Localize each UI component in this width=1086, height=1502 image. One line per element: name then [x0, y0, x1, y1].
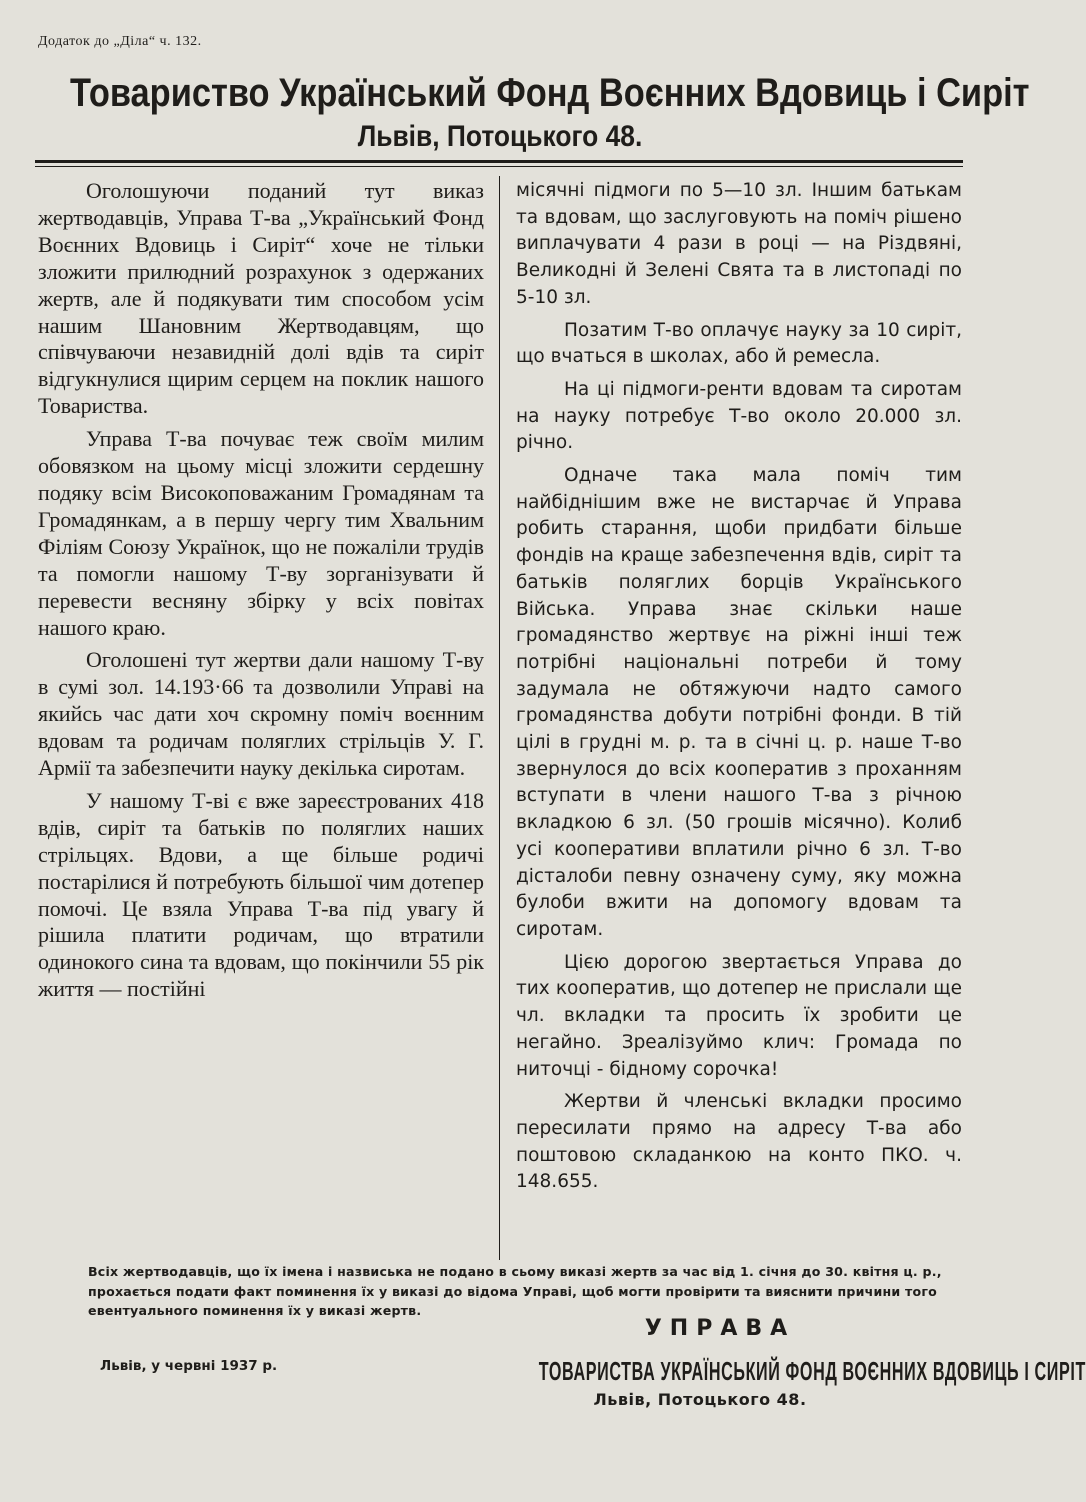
- signature-organization: ТОВАРИСТВА УКРАЇНСЬКИЙ ФОНД ВОЄННИХ ВДОВИЦЬ І СИРІТ: [538, 1356, 1086, 1386]
- paragraph: Оголошуючи поданий тут виказ жертводавців, Управа Т-ва „Український Фонд Воєнних Вдовиць і Сиріт“ хоче не тільки зложити прилюдний розрахунок з одержаних жертв, але й подякувати тим способом усім нашим Шановним Жертводавцям, що співчуваючи незавидній долі вдів та сиріт відгукнулися щирим серцем на поклик нашого Товариства.: [38, 178, 484, 419]
- supplement-line: Додаток до „Діла“ ч. 132.: [38, 34, 202, 49]
- paragraph: Позатим Т-во оплачує науку за 10 сиріт, що вчаться в школах, або й ремесла.: [516, 319, 962, 368]
- paragraph: У нашому Т-ві є вже зареєстрованих 418 вдів, сиріт та батьків по поляглих наших стрільцях. Вдови, а ще більше родичі постарілися й потребують більшої чим дотепер помочі. Це взяла Управа Т-ва під увагу й рішила платити родичам, що втратили одинокого сина та вдовам, що покінчили 55 рік життя — постійні: [38, 787, 484, 1002]
- title-rule: [35, 160, 963, 163]
- footnote: Всіх жертводавців, що їх імена і назвиська не подано в сьому виказі жертв за час від 1. січня до 30. квітня ц. р., прохається подати факт поминення їх у виказі до відома Управі, щоб могти провірити та вияснити причини того евентуального поминення їх у виказі жертв.: [88, 1264, 942, 1318]
- paragraph: місячні підмоги по 5—10 зл. Іншим батькам та вдовам, що заслуговують на поміч рішено виплачувати 4 рази в році — на Різдвяні, Великодні й Зелені Свята та в листопаді по 5-10 зл.: [516, 180, 962, 308]
- paragraph: Одначе така мала поміч тим найбіднішим вже не вистарчає й Управа робить старання, щоби придбати більше фондів на краще забезпечення вдів, сиріт та батьків поляглих борців Українського Війська. Управа знає скільки наше громадянство жертвує на ріжні інші теж потрібні національні потреби й тому задумала не обтяжуючи надто самого громадянства добути потрібні фонди. В тій цілі в грудні м. р. та в січні ц. р. наше Т-во звернулося до всіх кооператив з проханням вступати в члени нашого Т-ва з річною вкладкою 6 зл. (50 грошів місячно). Колиб усі кооперативи вплатили річно 6 зл. Т-во дісталоби певну означену суму, яку можна булоби вжити на допомогу вдовам та сиротам.: [516, 465, 962, 940]
- place-date: Львів, у червні 1937 р.: [100, 1358, 278, 1374]
- left-column: [38, 178, 484, 1009]
- paragraph: Оголошені тут жертви дали нашому Т-ву в сумі зол. 14.193·66 та дозволили Управі на якийсь час дати хоч скромну поміч воєнним вдовам та родичам поляглих стрільців У. Г. Армії та забезпечити науку декілька сиротам.: [38, 647, 484, 781]
- column-divider: [499, 176, 500, 1260]
- signature-address: Львів, Потоцького 48.: [593, 1390, 807, 1409]
- paragraph: На ці підмоги-ренти вдовам та сиротам на науку потребує Т-во около 20.000 зл. річно.: [516, 378, 962, 454]
- title-rule-thin: [35, 166, 963, 167]
- paragraph: Цією дорогою звертається Управа до тих кооператив, що дотепер не прислали ще чл. вкладки та просить їх зробити це негайно. Зреалізуймо клич: Громада по ниточці - бідному сорочка!: [516, 951, 962, 1080]
- signature-title: УПРАВА: [644, 1316, 796, 1341]
- document-title: Товариство Український Фонд Воєнних Вдовиць і Сиріт: [70, 71, 1030, 115]
- paragraph: Управа Т-ва почуває теж своїм милим обовязком на цьому місці зложити сердешну подяку всім Високоповажаним Громадянам та Громадянкам, а в першу чергу тим Хвальним Філіям Союзу Українок, що не пожаліли трудів та помогли нашому Т-ву зорганізувати й перевести весняну збірку у всіх повітах нашого краю.: [38, 426, 484, 640]
- right-column: [516, 178, 962, 1202]
- document-subtitle: Львів, Потоцького 48.: [357, 120, 643, 153]
- paragraph: Жертви й членські вкладки просимо пересилати прямо на адресу Т-ва або поштовою складанкою на конто ПКО. ч. 148.655.: [516, 1091, 962, 1193]
